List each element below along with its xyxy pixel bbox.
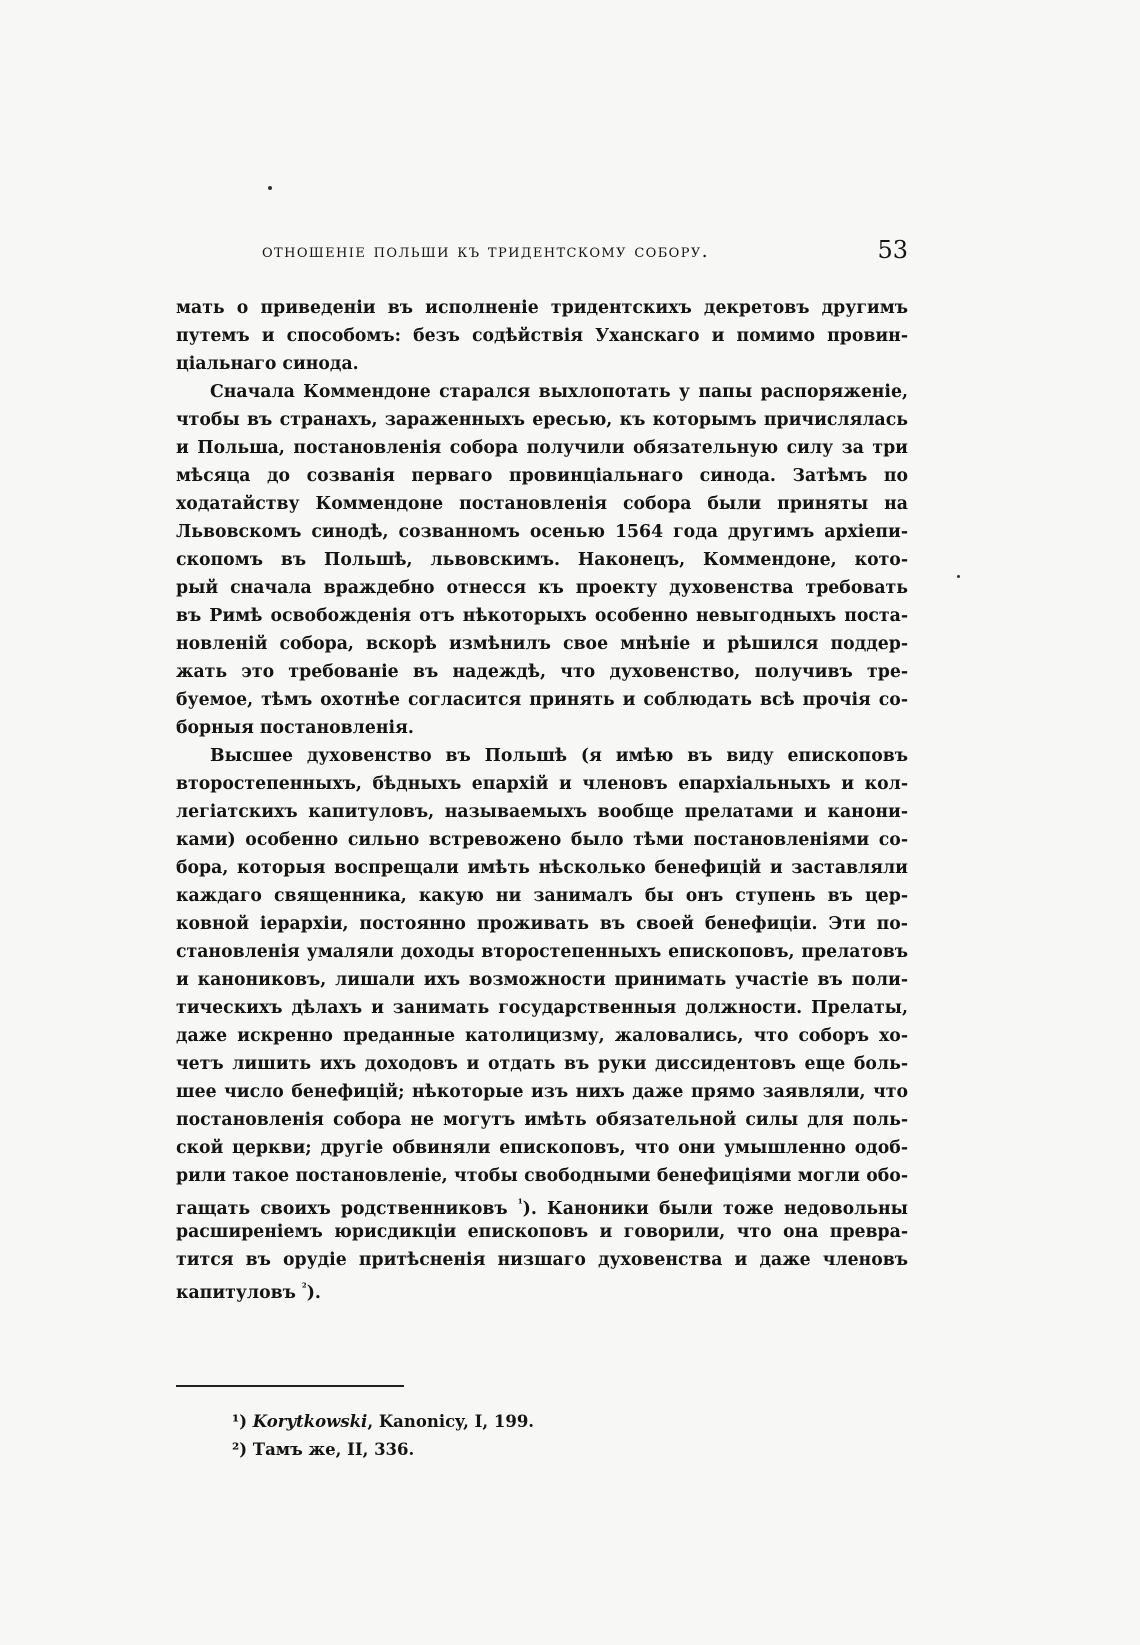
text-line: бора, которыя воспрещали имѣть нѣсколько бенефицiй и заставляли <box>176 858 908 878</box>
line-text: ). <box>306 1282 321 1302</box>
footnote-marker: ²) <box>232 1440 248 1459</box>
text-line: второстепенныхъ, бѣдныхъ епархiй и членовъ епархiальныхъ и кол- <box>176 774 908 794</box>
text-line: и канониковъ, лишали ихъ возможности принимать участiе въ поли- <box>176 970 908 990</box>
text-line: постановленiя собора не могутъ имѣть обязательной силы для поль- <box>176 1110 908 1130</box>
text-line-with-footnote <box>176 1274 908 1302</box>
text-line: каждаго священника, какую ни занималъ бы онъ ступень въ цер- <box>176 886 908 906</box>
text-line: мѣсяца до созванiя перваго провинцiальнаго синода. Затѣмъ по <box>176 466 908 486</box>
text-line: Львовскомъ синодѣ, созванномъ осенью 1564 года другимъ архiепи- <box>176 522 908 542</box>
footnote-1 <box>232 1408 534 1436</box>
running-title: отношенiе польши къ тридентскому собору. <box>262 240 710 262</box>
footnote-rule <box>176 1385 404 1387</box>
text-line: цiальнаго синода. <box>176 354 359 374</box>
print-speck <box>957 575 960 578</box>
text-line: мать о приведенiи въ исполненiе тридентскихъ декретовъ другимъ <box>176 298 908 318</box>
body-text <box>176 294 908 1302</box>
line-text: капитуловъ <box>176 1282 296 1302</box>
text-line: скопомъ въ Польшѣ, львовскимъ. Наконецъ, Коммендоне, кото- <box>176 550 908 570</box>
text-line: въ Римѣ освобожденiя отъ нѣкоторыхъ особенно невыгодныхъ поста- <box>176 606 908 626</box>
footnote-2 <box>232 1436 534 1464</box>
footnote-marker: ¹) <box>232 1412 248 1431</box>
footnote-author: Korytkowski <box>252 1412 368 1431</box>
text-line: рый сначала враждебно отнесся къ проекту духовенства требовать <box>176 578 908 598</box>
text-line: ковной iерархiи, постоянно проживать въ своей бенефицiи. Эти по- <box>176 914 908 934</box>
footnote-text: Тамъ же, II, 336. <box>252 1440 415 1459</box>
text-line: новленiй собора, вскорѣ измѣнилъ свое мнѣнiе и рѣшился поддер- <box>176 634 908 654</box>
text-line: расширенiемъ юрисдикцiи епископовъ и говорили, что она превра- <box>176 1222 908 1242</box>
text-line: путемъ и способомъ: безъ содѣйствiя Уханскаго и помимо провин- <box>176 326 908 346</box>
footnote-text: , Kanonicy, I, 199. <box>367 1412 535 1431</box>
page-number: 53 <box>877 236 908 264</box>
text-line: тится въ орудiе притѣсненiя низшаго духовенства и даже членовъ <box>176 1250 908 1270</box>
line-text: гащать своихъ родственниковъ <box>176 1198 508 1218</box>
text-line: рили такое постановленiе, чтобы свободными бенефицiями могли обо- <box>176 1166 908 1186</box>
text-line: жать это требованiе въ надеждѣ, что духовенство, получивъ тре- <box>176 662 908 682</box>
text-line: чтобы въ странахъ, зараженныхъ ересью, къ которымъ причислялась <box>176 410 908 430</box>
text-line: буемое, тѣмъ охотнѣе согласится принять и соблюдать всѣ прочiя со- <box>176 690 908 710</box>
text-line: ками) особенно сильно встревожено было тѣми постановленiями со- <box>176 830 908 850</box>
footnotes <box>232 1408 534 1464</box>
text-line: ходатайству Коммендоне постановленiя собора были приняты на <box>176 494 908 514</box>
text-line: Высшее духовенство въ Польшѣ (я имѣю въ виду епископовъ <box>210 746 908 766</box>
text-line: ской церкви; другiе обвиняли епископовъ, что они умышленно одоб- <box>176 1138 908 1158</box>
line-text: ). Каноники были тоже недовольны <box>522 1198 908 1218</box>
footnote-ref[interactable]: ² <box>301 1281 307 1294</box>
print-speck <box>268 186 272 190</box>
footnote-ref[interactable]: ¹ <box>517 1197 523 1210</box>
text-line: становленiя умаляли доходы второстепенныхъ епископовъ, прелатовъ <box>176 942 908 962</box>
text-line: даже искренно преданные католицизму, жаловались, что соборъ хо- <box>176 1026 908 1046</box>
text-line: и Польша, постановленiя собора получили обязательную силу за три <box>176 438 908 458</box>
text-line: тическихъ дѣлахъ и занимать государственныя должности. Прелаты, <box>176 998 908 1018</box>
text-line: легiатскихъ капитуловъ, называемыхъ вообще прелатами и канони- <box>176 802 908 822</box>
running-header <box>262 236 908 270</box>
text-line: четъ лишить ихъ доходовъ и отдать въ руки диссидентовъ еще боль- <box>176 1054 908 1074</box>
text-line: Сначала Коммендоне старался выхлопотать у папы распоряженiе, <box>210 382 908 402</box>
text-line-with-footnote <box>176 1190 908 1218</box>
text-line: борныя постановленiя. <box>176 718 414 738</box>
text-line: шее число бенефицiй; нѣкоторые изъ нихъ даже прямо заявляли, что <box>176 1082 908 1102</box>
